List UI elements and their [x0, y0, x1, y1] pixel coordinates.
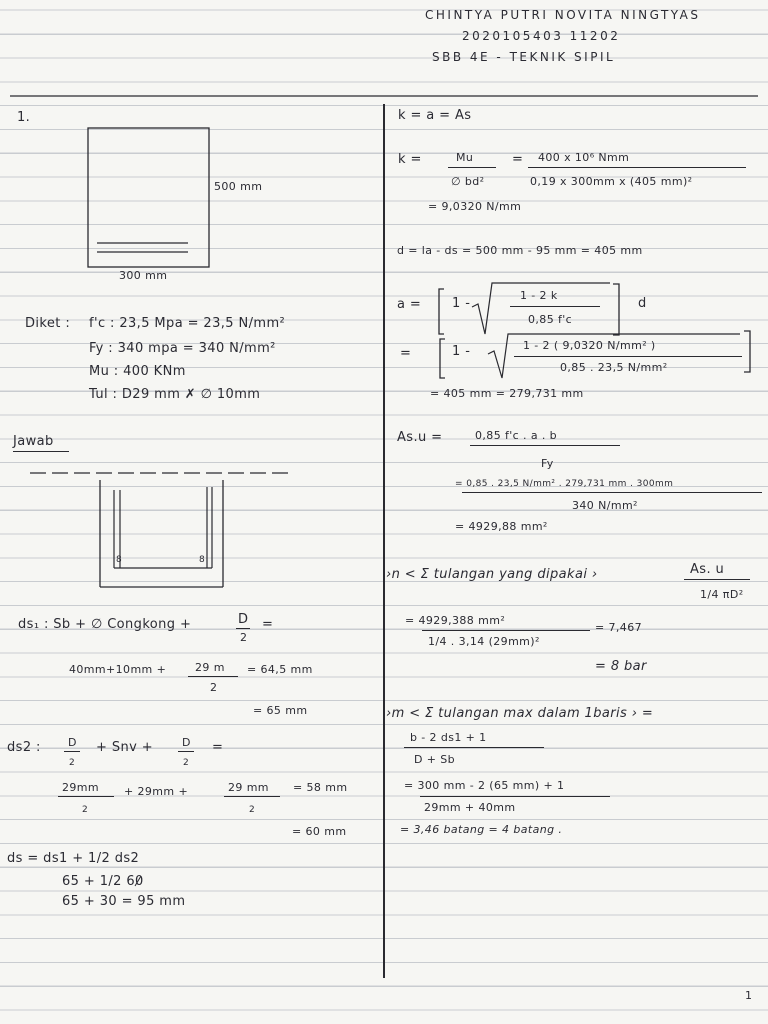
m-condition: ›m < Σ tulangan max dalam 1baris › = [386, 706, 654, 721]
student-id: 2020105403 11202 [462, 29, 621, 43]
ds1-substitution: 40mm+10mm + [69, 663, 167, 676]
diket-mu: Mu : 400 KNm [89, 364, 186, 379]
beam-height-label: 500 mm [214, 180, 263, 193]
asu-result: = 4929,88 mm² [455, 520, 548, 533]
ds-formula: ds = ds1 + 1/2 ds2 [7, 851, 140, 866]
class-label: SBB 4E - TEKNIK SIPIL [432, 50, 616, 64]
beam-width-label: 300 mm [119, 269, 168, 282]
diket-fy: Fy : 340 mpa = 340 N/mm² [89, 341, 276, 356]
k-a-as: k = a = As [398, 108, 472, 123]
jawab-underline [13, 451, 69, 452]
bar-label-right: 8 [199, 555, 206, 565]
ds-substitution: 65 + 1/2 60 [62, 874, 144, 889]
page-number: 1 [745, 989, 753, 1002]
notebook-page: CHINTYA PUTRI NOVITA NINGTYAS 2020105403 11202 SBB 4E - TEKNIK SIPIL 1. 500 mm 300 mm Diket : f'c : 23,5 Mpa = 23,5 N/mm² Fy : 340 mpa = 340 N/mm² Mu : 400 KNm Tul : D29 mm ✗ ∅ 10mm Jawab 8 8 ds₁ : Sb + ∅ Congkong + D 2 = 40mm+10mm + 29 m 2 = 64,5 mm = 65 mm ds2 : D 2 + Snv + D 2 = 29mm 2 + 29mm + 29 mm 2 = 58 mm = 60 mm ds = ds1 + 1/2 ds2 65 + 1/2 60 65 + 30 = 95 mm k = a = As k = Mu ∅ bd² = 400 x 10⁶ Nmm 0,19 x 300mm x (405 mm)² = 9,0320 N/mm d = la - ds = 500 mm - 95 mm = 405 mm a = 1 - 1 - 2 k 0,85 f'c d = 1 - 1 - 2 ( 9,0320 N/mm² ) 0,85 . 23,5 N/mm² = 405 mm = 279,731 mm As.u = 0,85 f'c . a . b Fy = 0,85 . 23,5 N/mm² . 279,731 mm . 300mm 340 N/mm² = 4929,88 mm² ›n < Σ tulangan yang dipakai › As. u 1/4 πD² = 4929,388 mm² 1/4 . 3,14 (29mm)² = 7,467 = 8 bar ›m < Σ tulangan max dalam 1baris › = b - 2 ds1 + 1 D + Sb = 300 mm - 2 (65 mm) + 1 29mm + 40mm = 3,46 batang = 4 batang . 1 [0, 0, 768, 1024]
diket-fc: f'c : 23,5 Mpa = 23,5 N/mm² [89, 316, 286, 331]
m-result: = 3,46 batang = 4 batang . [400, 823, 563, 836]
ds1-result: = 65 mm [253, 704, 308, 717]
a-result: = 405 mm = 279,731 mm [430, 387, 584, 400]
a-label: a = [397, 297, 422, 312]
asu-label: As.u = [397, 430, 443, 445]
stirrup-sketch [100, 480, 223, 587]
ds1-frac-den: 2 [240, 631, 248, 644]
n-condition: ›n < Σ tulangan yang dipakai › [386, 567, 598, 582]
k-result: = 9,0320 N/mm [428, 200, 522, 213]
bar-label-left: 8 [116, 555, 123, 565]
ds2-result: = 60 mm [292, 825, 347, 838]
k-label: k = [398, 152, 422, 167]
student-name: CHINTYA PUTRI NOVITA NINGTYAS [425, 8, 701, 22]
ds1-formula: ds₁ : Sb + ∅ Congkong + [18, 617, 192, 632]
n-result: = 8 bar [595, 659, 647, 674]
ds1-frac-num: D [238, 612, 249, 627]
diket-label: Diket : [25, 316, 71, 331]
ds-result: 65 + 30 = 95 mm [62, 894, 186, 909]
ds2-formula: ds2 : [7, 740, 41, 755]
d-calc: d = la - ds = 500 mm - 95 mm = 405 mm [397, 244, 643, 257]
question-number: 1. [17, 110, 31, 125]
beam-section-sketch [88, 128, 209, 267]
jawab-heading: Jawab [13, 434, 54, 449]
diket-tul: Tul : D29 mm ✗ ∅ 10mm [89, 387, 261, 402]
